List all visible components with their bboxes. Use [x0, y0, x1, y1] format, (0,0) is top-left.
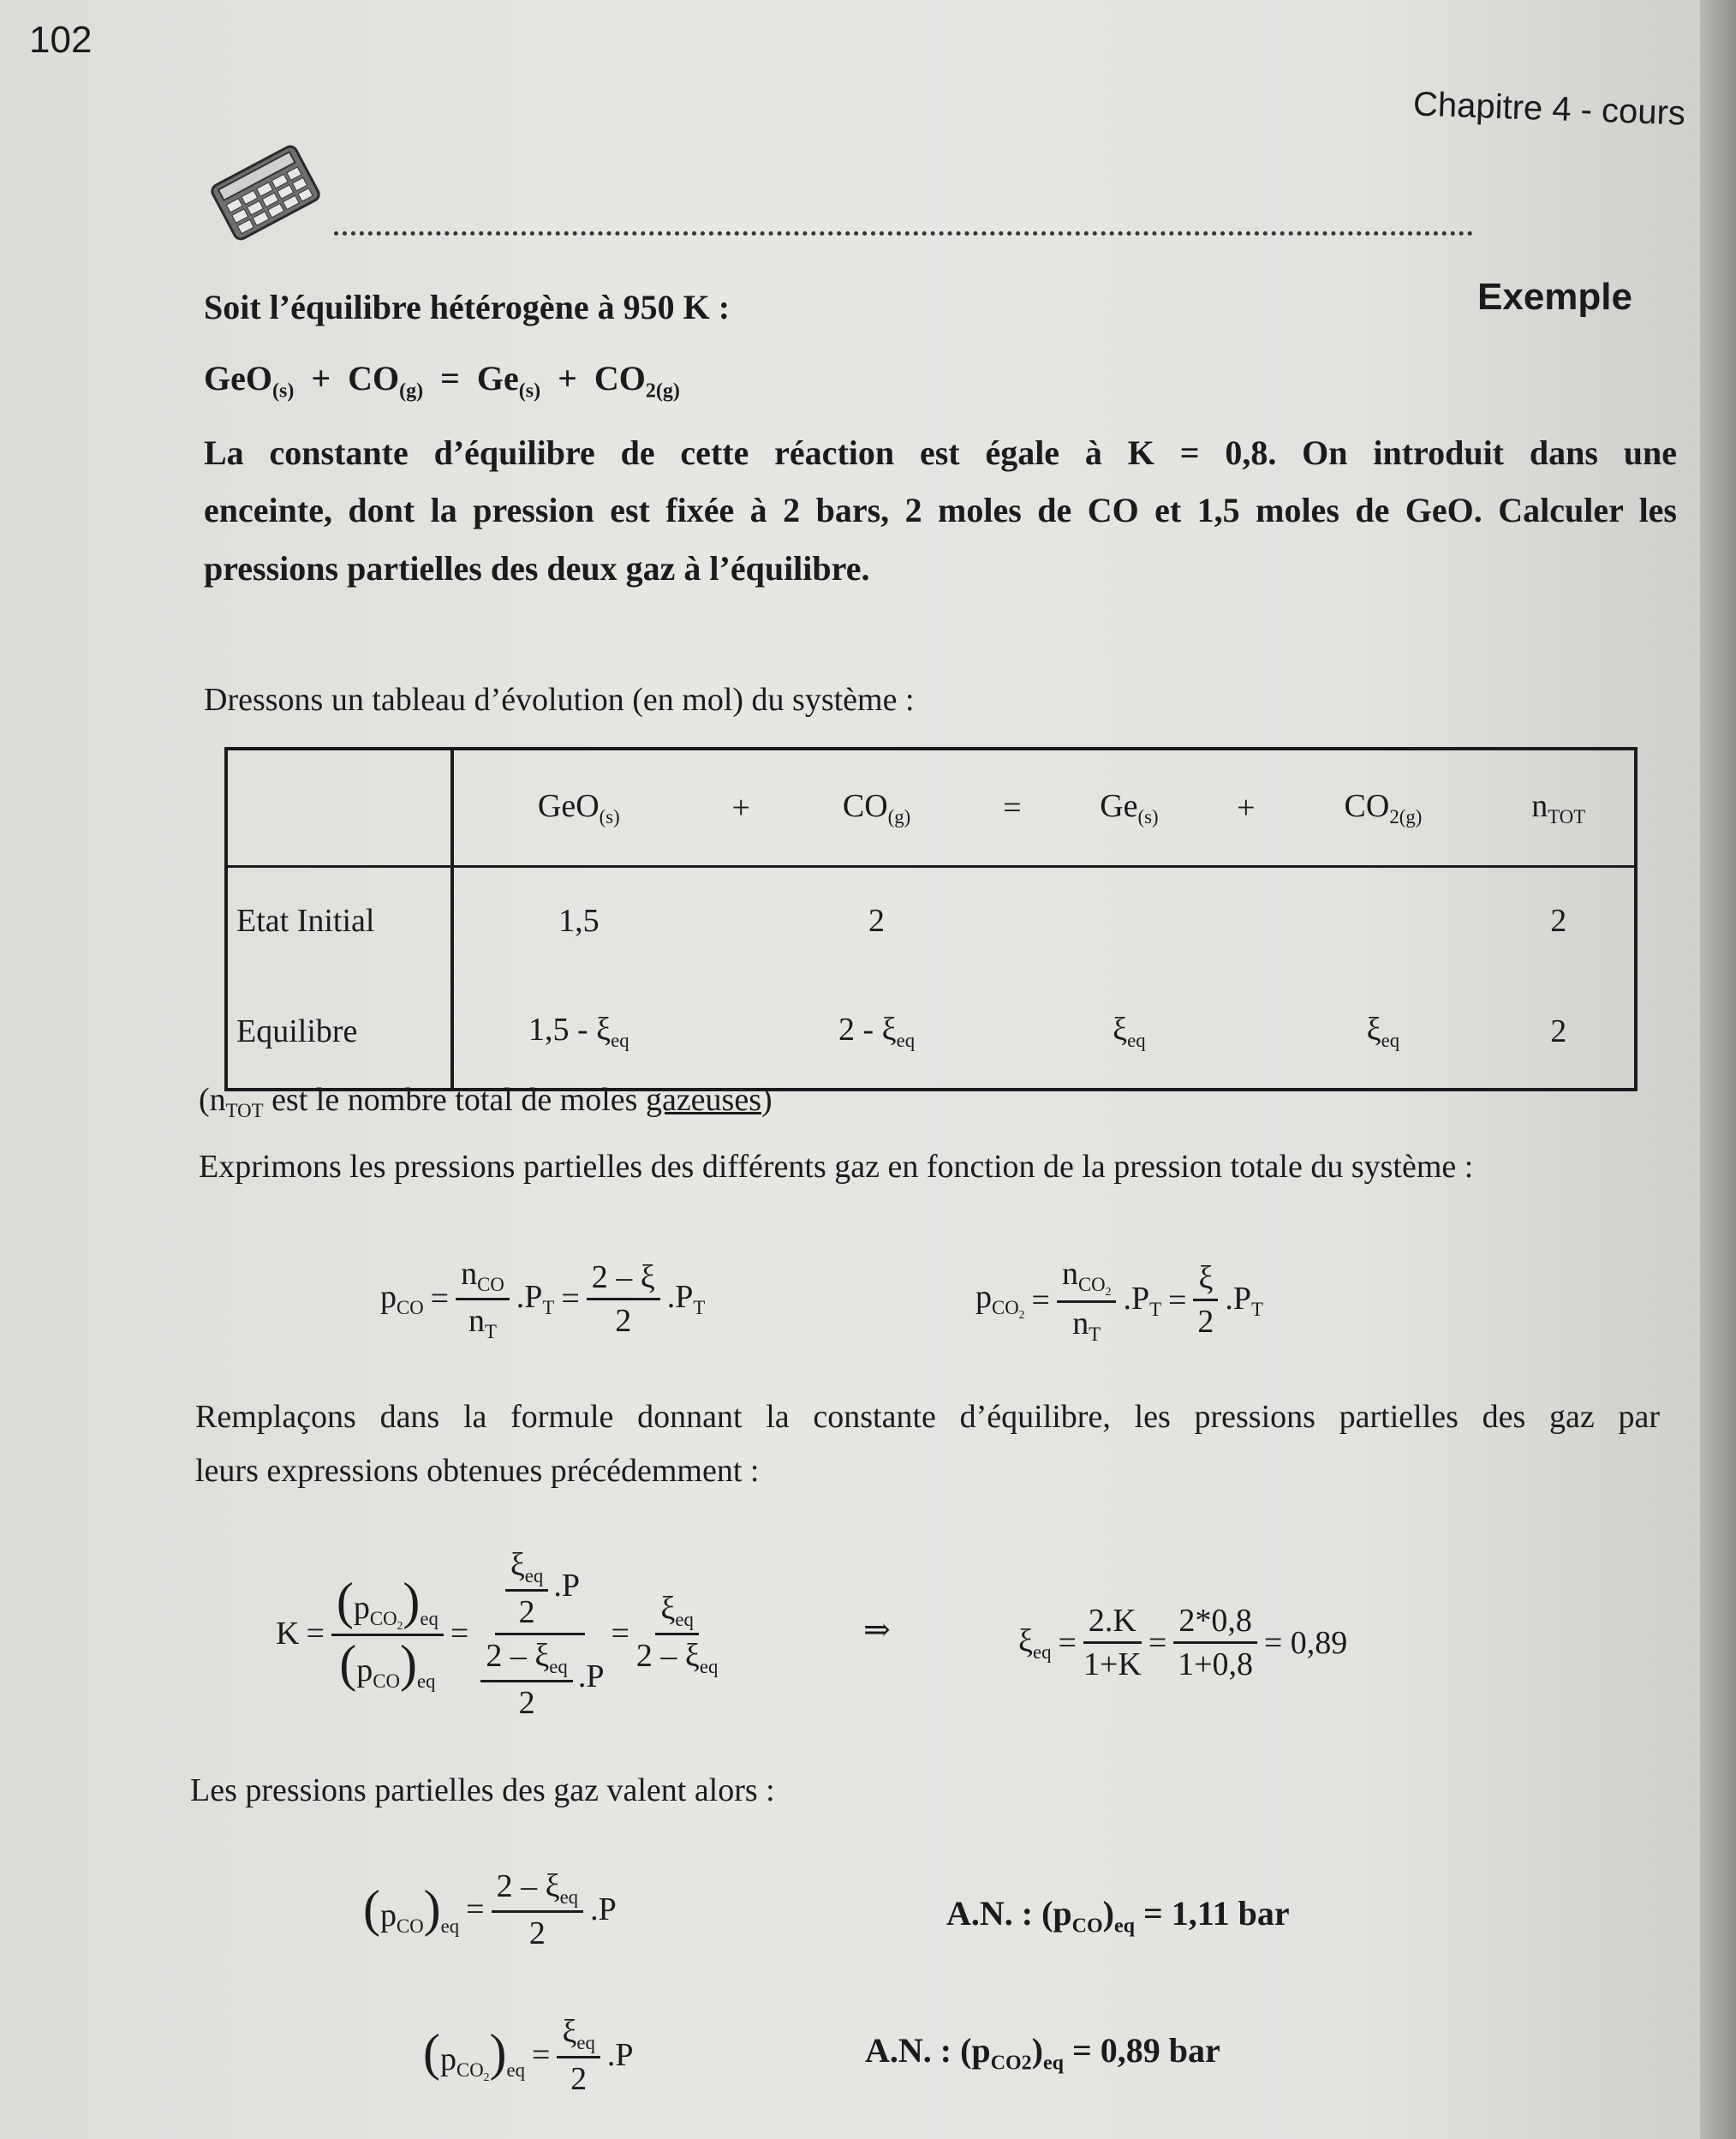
problem-line-1: La constante d’équilibre de cette réaction est égale à K = 0,8. On introduit dans une: [204, 433, 1677, 472]
result-co2: A.N. : $(p_{CO2})_{eq} = 0,89$ bar: [865, 2031, 1220, 2075]
result-co: A.N. : $(p_{CO})_{eq} = 1,11$ bar: [946, 1894, 1290, 1938]
intro-text: Soit l’équilibre hétérogène à 950 K :: [204, 288, 731, 326]
implies-arrow: ⇒: [863, 1612, 891, 1648]
calculator-icon: [201, 137, 330, 248]
pco2-formula: $p_{CO_2}$ = $\frac{n_{CO_2}}{n_T}$ $.P_T$ = $\frac{\xi}{2}$ $.P_T$: [975, 1256, 1263, 1345]
table-row: Etat Initial 1,5 2 2: [226, 867, 1636, 975]
pco2-eq-formula: $(p_{CO_2})_{eq}$ = $\frac{\xi_{eq}}{2}$ .P: [423, 2014, 634, 2097]
table-row: Equilibre $1,5 - \xi_{eq}$ $2 - \xi_{eq}$ $\xi_{eq}$ $\xi_{eq}$ 2: [226, 974, 1636, 1090]
table-intro: Dressons un tableau d’évolution (en mol) du système :: [204, 682, 915, 718]
xi-result-formula: $\xi_{eq}$ = $\frac{2.K}{1+K}$ = $\frac{2*0,8}{1+0,8}$ = 0,89: [1018, 1603, 1348, 1682]
replace-text-line-1: Remplaçons dans la formule donnant la constante d’équilibre, les pressions partielles des gaz par: [195, 1399, 1660, 1435]
problem-line-3: pressions partielles des deux gaz à l’équilibre.: [204, 549, 870, 588]
express-text: Exprimons les pressions partielles des différents gaz en fonction de la pression totale du système :: [199, 1149, 1474, 1185]
k-formula: K = $\frac{(p_{CO_2})_{eq}}{(p_{CO})_{eq}}$ = $\frac{\xi_{eq}}{2}$ .P $\frac{2 - \xi_{eq}}{2}$ .P = $\frac{\xi_{eq}}{2 - \xi_{eq}}$: [276, 1547, 719, 1721]
ntot-note: ($n_{TOT}$ est le nombre total de moles gazeuses): [199, 1082, 773, 1121]
replace-text-line-2: leurs expressions obtenues précédemment :: [195, 1453, 760, 1489]
dotted-separator: [334, 231, 1473, 236]
table-header-row: GeO$_{(s)}$ + $CO_{(g)}$ = $Ge_{(s)}$ + $CO_{2(g)}$ $n_{TOT}$: [226, 749, 1636, 867]
pco-eq-formula: $(p_{CO})_{eq}$ = $\frac{2 - \xi_{eq}}{2}$ .P: [363, 1868, 617, 1951]
page-edge-shadow: [1700, 0, 1736, 2139]
evolution-table: [224, 747, 1638, 1091]
pco-formula: $p_{CO}$ = $\frac{n_{CO}}{n_T}$ $.P_T$ = $\frac{2 - \xi}{2}$ $.P_T$: [380, 1256, 706, 1342]
example-label: Exemple: [1477, 276, 1632, 318]
reaction-equation: $GeO_{(s)} + CO_{(g)} = Ge_{(s)} + CO_{2(g)}$: [204, 359, 680, 403]
partial-text: Les pressions partielles des gaz valent alors :: [190, 1772, 775, 1808]
page-number: 102: [29, 19, 92, 61]
problem-line-2: enceinte, dont la pression est fixée à 2 bars, 2 moles de CO et 1,5 moles de GeO. Calculer les: [204, 491, 1677, 529]
chapter-header: Chapitre 4 - cours: [1412, 85, 1686, 133]
